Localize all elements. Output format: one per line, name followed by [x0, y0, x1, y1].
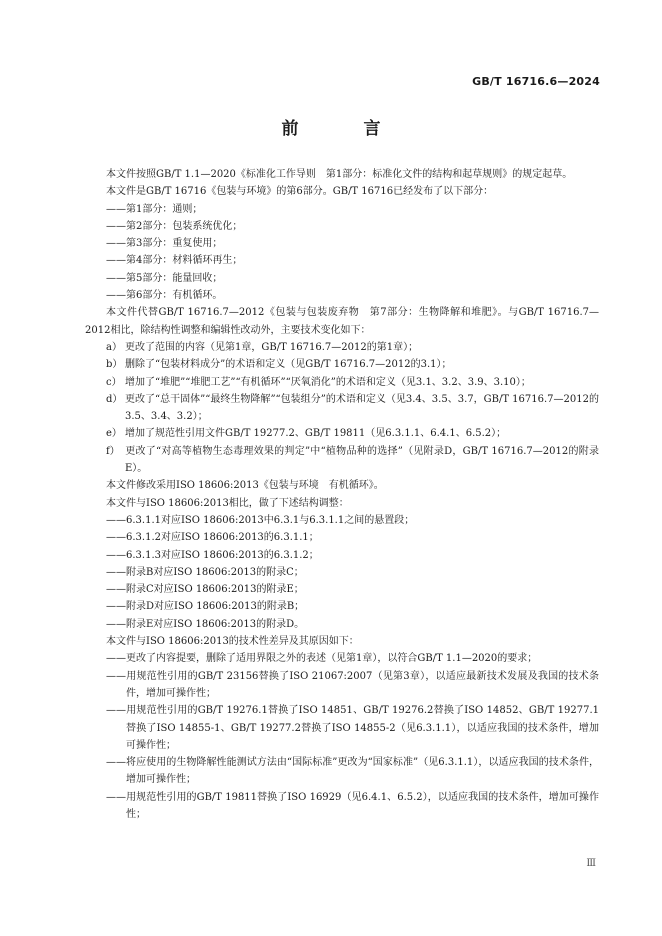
item-text: 删除了“包装材料成分”的术语和定义（见GB/T 16716.7—2012的3.1）； — [125, 359, 452, 371]
paragraph: 本文件是GB/T 16716《包装与环境》的第6部分。GB/T 16716已经发布了以下部分： — [106, 186, 494, 198]
list-item: ——6.3.1.1对应ISO 18606:2013中6.3.1与6.3.1.1之间的悬置段； — [106, 514, 415, 526]
paragraph: 本文件按照GB/T 1.1—2020《标准化工作导则 第1部分：标准化文件的结构和起草规则》的规定起草。 — [106, 169, 573, 180]
item-text: 增加了规范性引用文件GB/T 19277.2、GB/T 19811（见6.3.1.1、6.4.1、6.5.2）； — [125, 428, 507, 440]
list-item: ——将应使用的生物降解性能测试方法由“国际标准”更改为“国家标准”（见6.3.1.1），以适应我国的技术条件，增加可操作性； — [106, 757, 599, 786]
list-item: ——第4部分：材料循环再生； — [106, 255, 243, 267]
paragraph: 本文件与ISO 18606:2013的技术性差异及其原因如下： — [106, 636, 359, 648]
list-item: ——第5部分：能量回收； — [106, 272, 223, 284]
list-item: ——第6部分：有机循环。 — [106, 290, 223, 302]
list-item — [85, 339, 599, 356]
list-item: ——附录B对应ISO 18606:2013的附录C； — [106, 566, 304, 578]
paragraph: 本文件修改采用ISO 18606:2013《包装与环境 有机循环》。 — [106, 480, 384, 492]
list-item — [85, 356, 599, 373]
item-label: a） — [106, 341, 122, 353]
item-label: b） — [106, 359, 123, 371]
list-item: ——用规范性引用的GB/T 19276.1替换了ISO 14851、GB/T 19276.2替换了ISO 14852、GB/T 19277.1替换了ISO 14855-1、GB/T 19277.2替换了ISO 14855-2（见6.3.1.1），以适应我国的技术条件，增加可操作性； — [106, 705, 599, 751]
item-text: 更改了范围的内容（见第1章，GB/T 16716.7—2012的第1章）； — [125, 341, 419, 353]
list-item — [85, 391, 599, 426]
list-item: ——用规范性引用的GB/T 23156替换了ISO 21067:2007（见第3章），以适应最新技术发展及我国的技术条件，增加可操作性； — [106, 670, 599, 699]
item-label: d） — [106, 393, 123, 405]
list-item: ——6.3.1.3对应ISO 18606:2013的6.3.1.2； — [106, 549, 319, 561]
item-label: e） — [106, 428, 122, 440]
list-item: ——附录E对应ISO 18606:2013的附录D。 — [106, 618, 305, 630]
page-number: Ⅲ — [586, 858, 596, 869]
item-text: 增加了“堆肥”“堆肥工艺”“有机循环”“厌氧消化”的术语和定义（见3.1、3.2、3.9、3.10）； — [125, 376, 531, 388]
list-item: ——6.3.1.2对应ISO 18606:2013的6.3.1.1； — [106, 532, 319, 544]
list-item — [85, 425, 599, 442]
item-text: 更改了“总干固体”“最终生物降解”“包装组分”的术语和定义（见3.4、3.5、3.7，GB/T 16716.7—2012的3.5、3.4、3.2）； — [125, 393, 599, 423]
list-item: ——第1部分：通则； — [106, 203, 203, 215]
paragraph: 本文件与ISO 18606:2013相比，做了下述结构调整： — [106, 497, 349, 509]
list-item — [85, 443, 599, 478]
standard-code: GB/T 16716.6—2024 — [472, 75, 600, 88]
page-title: 前 言 — [281, 119, 405, 139]
item-label: c） — [106, 376, 122, 388]
item-label: f） — [106, 445, 120, 457]
list-item: ——第3部分：重复使用； — [106, 238, 223, 250]
document-body — [85, 166, 599, 823]
list-item: ——第2部分：包装系统优化； — [106, 220, 243, 232]
list-item: ——更改了内容提要，删除了适用界限之外的表述（见第1章），以符合GB/T 1.1—2020的要求； — [106, 653, 538, 665]
list-item — [85, 374, 599, 391]
list-item: ——用规范性引用的GB/T 19811替换了ISO 16929（见6.4.1、6.5.2），以适应我国的技术条件，增加可操作性； — [106, 791, 599, 820]
list-item: ——附录C对应ISO 18606:2013的附录E； — [106, 584, 304, 596]
paragraph: 本文件代替GB/T 16716.7—2012《包装与包装废弃物 第7部分：生物降解和堆肥》。与GB/T 16716.7—2012相比，除结构性调整和编辑性改动外，主要技术变化如下： — [85, 307, 599, 336]
list-item: ——附录D对应ISO 18606:2013的附录B； — [106, 601, 305, 613]
item-text: 更改了“对高等植物生态毒理效果的判定”中“植物品种的选择”（见附录D，GB/T 16716.7—2012的附录E）。 — [125, 445, 599, 475]
